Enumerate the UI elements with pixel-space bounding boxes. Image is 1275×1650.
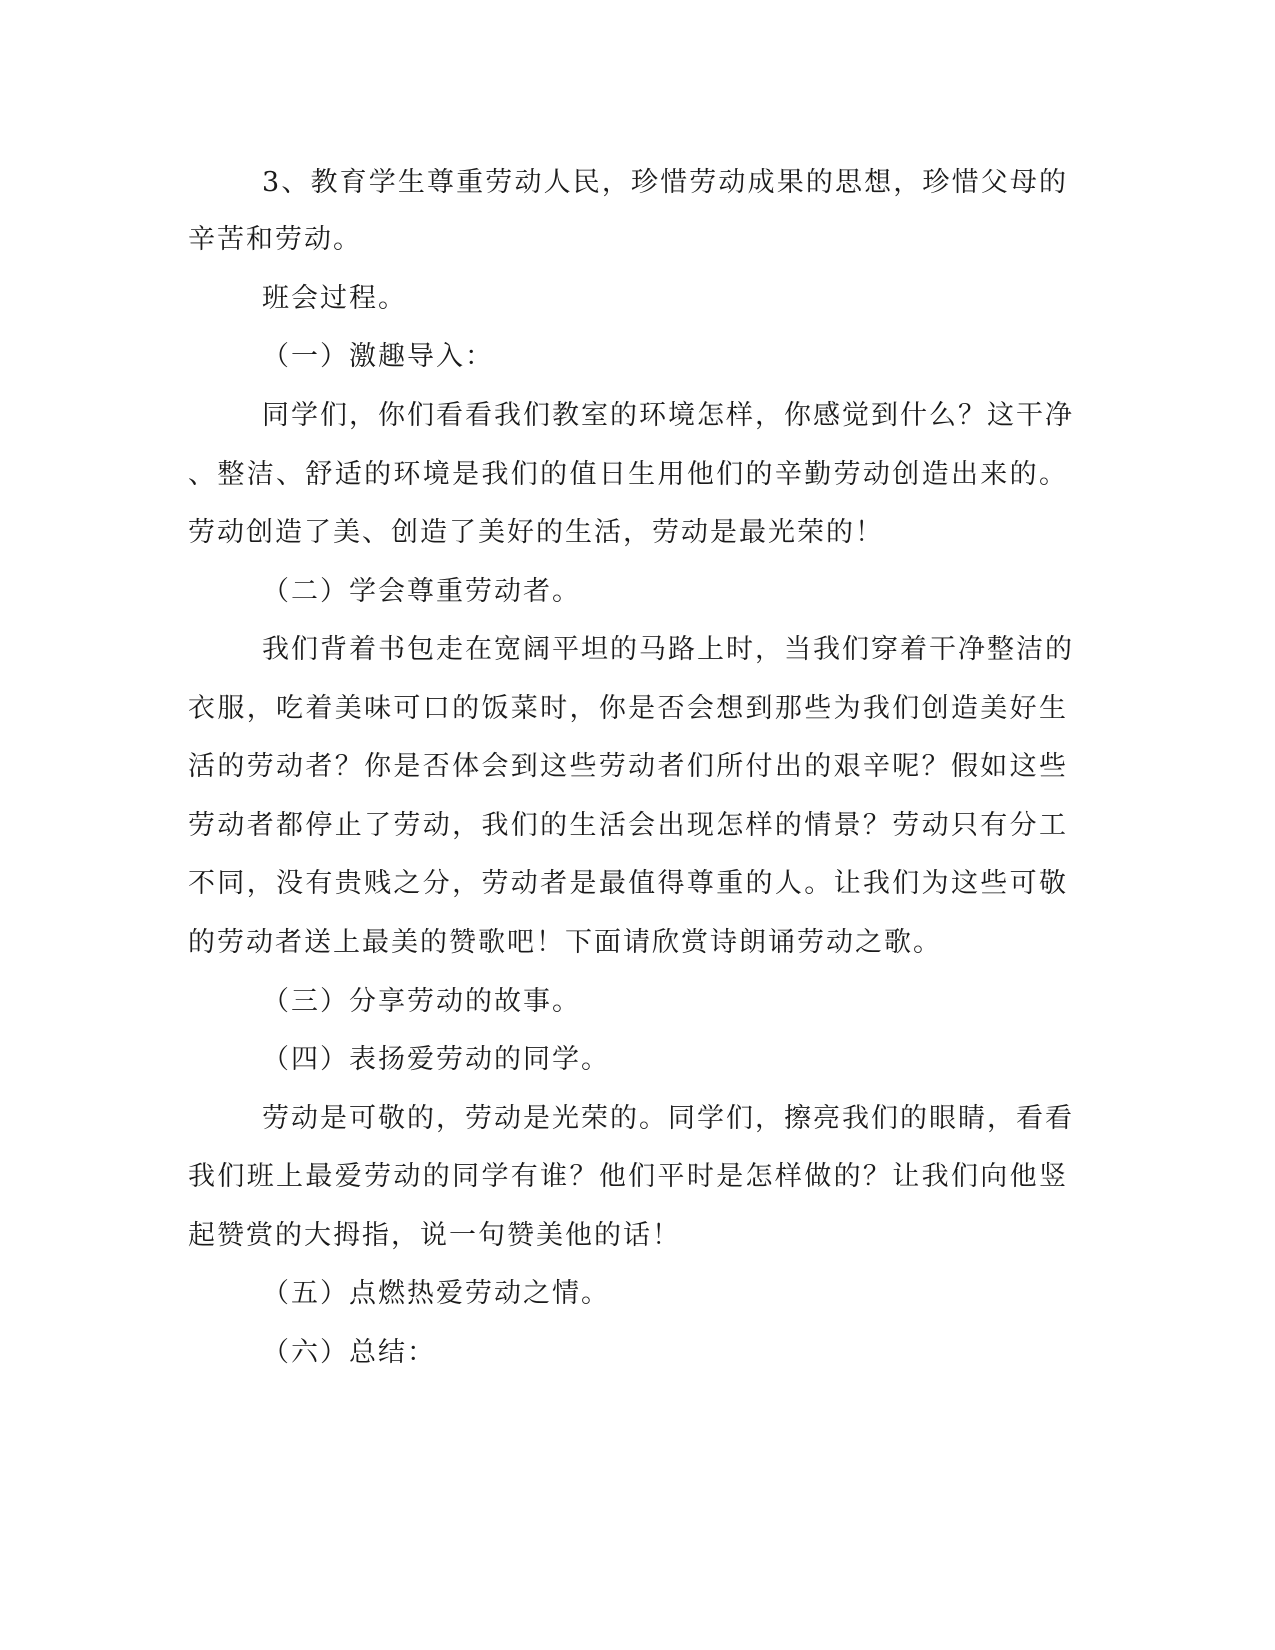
paragraph-line: 劳动创造了美、创造了美好的生活，劳动是最光荣的！ (188, 517, 884, 548)
section-heading: （三）分享劳动的故事。 (262, 986, 581, 1017)
paragraph-line: 不同，没有贵贱之分，劳动者是最值得尊重的人。让我们为这些可敬 (188, 868, 1068, 899)
paragraph-line: 起赞赏的大拇指，说一句赞美他的话！ (188, 1220, 681, 1251)
section-heading: （四）表扬爱劳动的同学。 (262, 1044, 610, 1075)
paragraph-line: 我们背着书包走在宽阔平坦的马路上时，当我们穿着干净整洁的 (262, 634, 1074, 665)
paragraph-line: 同学们，你们看看我们教室的环境怎样，你感觉到什么？这干净 (262, 400, 1074, 431)
paragraph-line: 3、教育学生尊重劳动人民，珍惜劳动成果的思想，珍惜父母的 (262, 167, 1068, 198)
paragraph-line: 的劳动者送上最美的赞歌吧！下面请欣赏诗朗诵劳动之歌。 (188, 927, 942, 958)
paragraph-line: 活的劳动者？你是否体会到这些劳动者们所付出的艰辛呢？假如这些 (188, 751, 1068, 782)
paragraph-line: 辛苦和劳动。 (188, 224, 362, 255)
section-heading: （五）点燃热爱劳动之情。 (262, 1278, 610, 1309)
section-heading: （二）学会尊重劳动者。 (262, 576, 581, 607)
section-heading: （六）总结： (262, 1337, 436, 1368)
paragraph-line: 劳动是可敬的，劳动是光荣的。同学们，擦亮我们的眼睛，看看 (262, 1103, 1074, 1134)
paragraph-line: 我们班上最爱劳动的同学有谁？他们平时是怎样做的？让我们向他竖 (188, 1161, 1068, 1192)
paragraph-line: 劳动者都停止了劳动，我们的生活会出现怎样的情景？劳动只有分工 (188, 810, 1068, 841)
paragraph-line: 衣服，吃着美味可口的饭菜时，你是否会想到那些为我们创造美好生 (188, 693, 1068, 724)
paragraph-line: 、整洁、舒适的环境是我们的值日生用他们的辛勤劳动创造出来的。 (188, 459, 1068, 490)
section-heading: （一）激趣导入： (262, 341, 494, 372)
section-heading: 班会过程。 (262, 283, 407, 314)
